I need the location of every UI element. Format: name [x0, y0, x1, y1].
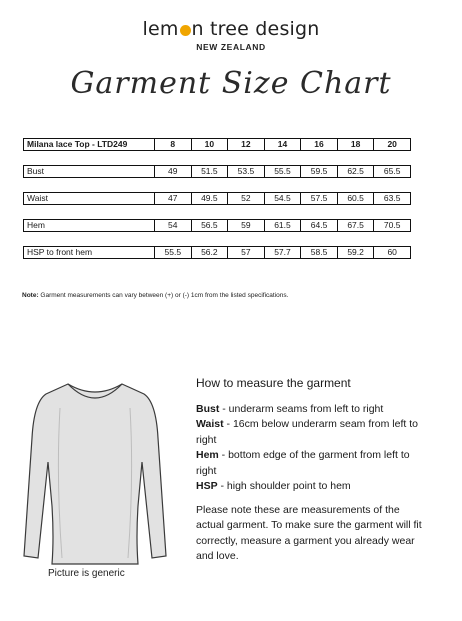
measurement-value-cell: 54 — [155, 220, 192, 232]
product-name-cell: Milana lace Top - LTD249 — [24, 139, 155, 151]
measurement-value-cell: 52 — [228, 193, 265, 205]
measurement-value-cell: 65.5 — [374, 166, 411, 178]
lemon-dot-icon — [180, 25, 191, 36]
table-row — [24, 166, 411, 178]
definition-term: Waist — [196, 418, 224, 430]
image-caption: Picture is generic — [48, 568, 125, 579]
measurement-value-cell: 70.5 — [374, 220, 411, 232]
size-header-cell: 16 — [301, 139, 338, 151]
measurement-label-cell: HSP to front hem — [24, 247, 155, 259]
measurement-value-cell: 54.5 — [264, 193, 301, 205]
size-header-cell: 14 — [264, 139, 301, 151]
table-gap-cell — [24, 178, 411, 193]
table-gap-cell — [24, 151, 411, 166]
measurement-value-cell: 57.5 — [301, 193, 338, 205]
measurement-value-cell: 53.5 — [228, 166, 265, 178]
size-header-cell: 18 — [337, 139, 374, 151]
definition-item — [196, 448, 426, 479]
table-gap — [24, 205, 411, 220]
table-gap-cell — [24, 232, 411, 247]
table-gap — [24, 151, 411, 166]
howto-section — [196, 376, 426, 565]
table-gap — [24, 178, 411, 193]
measurement-value-cell: 58.5 — [301, 247, 338, 259]
definition-text: - high shoulder point to hem — [217, 480, 351, 492]
measurement-value-cell: 55.5 — [264, 166, 301, 178]
definition-item — [196, 417, 426, 448]
page-title: Garment Size Chart — [70, 66, 392, 101]
measurement-label-cell: Hem — [24, 220, 155, 232]
size-header-cell: 10 — [191, 139, 228, 151]
measurement-value-cell: 55.5 — [155, 247, 192, 259]
table-header-row — [24, 139, 411, 151]
measurement-value-cell: 56.5 — [191, 220, 228, 232]
measurement-value-cell: 60.5 — [337, 193, 374, 205]
measurement-value-cell: 49.5 — [191, 193, 228, 205]
table-gap-cell — [24, 205, 411, 220]
measurement-value-cell: 62.5 — [337, 166, 374, 178]
measurement-label-cell: Waist — [24, 193, 155, 205]
definition-text: - 16cm below underarm seam from left to right — [196, 418, 418, 446]
table-gap — [24, 232, 411, 247]
definition-list — [196, 402, 426, 495]
table-row — [24, 193, 411, 205]
brand-name — [0, 18, 462, 40]
note-prefix: Note: — [22, 292, 39, 299]
measurement-value-cell: 51.5 — [191, 166, 228, 178]
garment-body — [24, 384, 166, 564]
measurement-value-cell: 60 — [374, 247, 411, 259]
measurement-note — [22, 292, 288, 299]
garment-illustration — [20, 378, 170, 568]
measurement-value-cell: 57.7 — [264, 247, 301, 259]
definition-term: Hem — [196, 449, 219, 461]
brand-name-left: lem — [142, 18, 179, 40]
measurement-value-cell: 64.5 — [301, 220, 338, 232]
definition-text: - bottom edge of the garment from left to right — [196, 449, 410, 477]
measurement-value-cell: 59.5 — [301, 166, 338, 178]
measurement-value-cell: 61.5 — [264, 220, 301, 232]
measurement-value-cell: 49 — [155, 166, 192, 178]
size-header-cell: 20 — [374, 139, 411, 151]
measurement-value-cell: 57 — [228, 247, 265, 259]
measurement-value-cell: 59.2 — [337, 247, 374, 259]
definition-item — [196, 402, 426, 418]
measurement-value-cell: 63.5 — [374, 193, 411, 205]
size-header-cell: 12 — [228, 139, 265, 151]
brand-logo — [0, 18, 462, 52]
measurement-value-cell: 59 — [228, 220, 265, 232]
size-header-cell: 8 — [155, 139, 192, 151]
definition-item — [196, 479, 426, 495]
table-row — [24, 247, 411, 259]
brand-name-right: n tree design — [191, 18, 320, 40]
measurement-label-cell: Bust — [24, 166, 155, 178]
measurement-value-cell: 56.2 — [191, 247, 228, 259]
howto-paragraph: Please note these are measurements of the actual garment. To make sure the garment will fit correctly, measure a garment you already wear and love. — [196, 503, 422, 562]
size-chart-table — [23, 138, 411, 259]
brand-subtitle: NEW ZEALAND — [196, 42, 266, 52]
note-text: Garment measurements can vary between (+) or (-) 1cm from the listed specifications. — [38, 292, 289, 299]
table-row — [24, 220, 411, 232]
measurement-value-cell: 67.5 — [337, 220, 374, 232]
definition-term: HSP — [196, 480, 218, 492]
definition-term: Bust — [196, 402, 220, 415]
measurement-value-cell: 47 — [155, 193, 192, 205]
howto-title: How to measure the garment — [196, 376, 351, 390]
definition-text: - underarm seams from left to right — [219, 402, 384, 415]
